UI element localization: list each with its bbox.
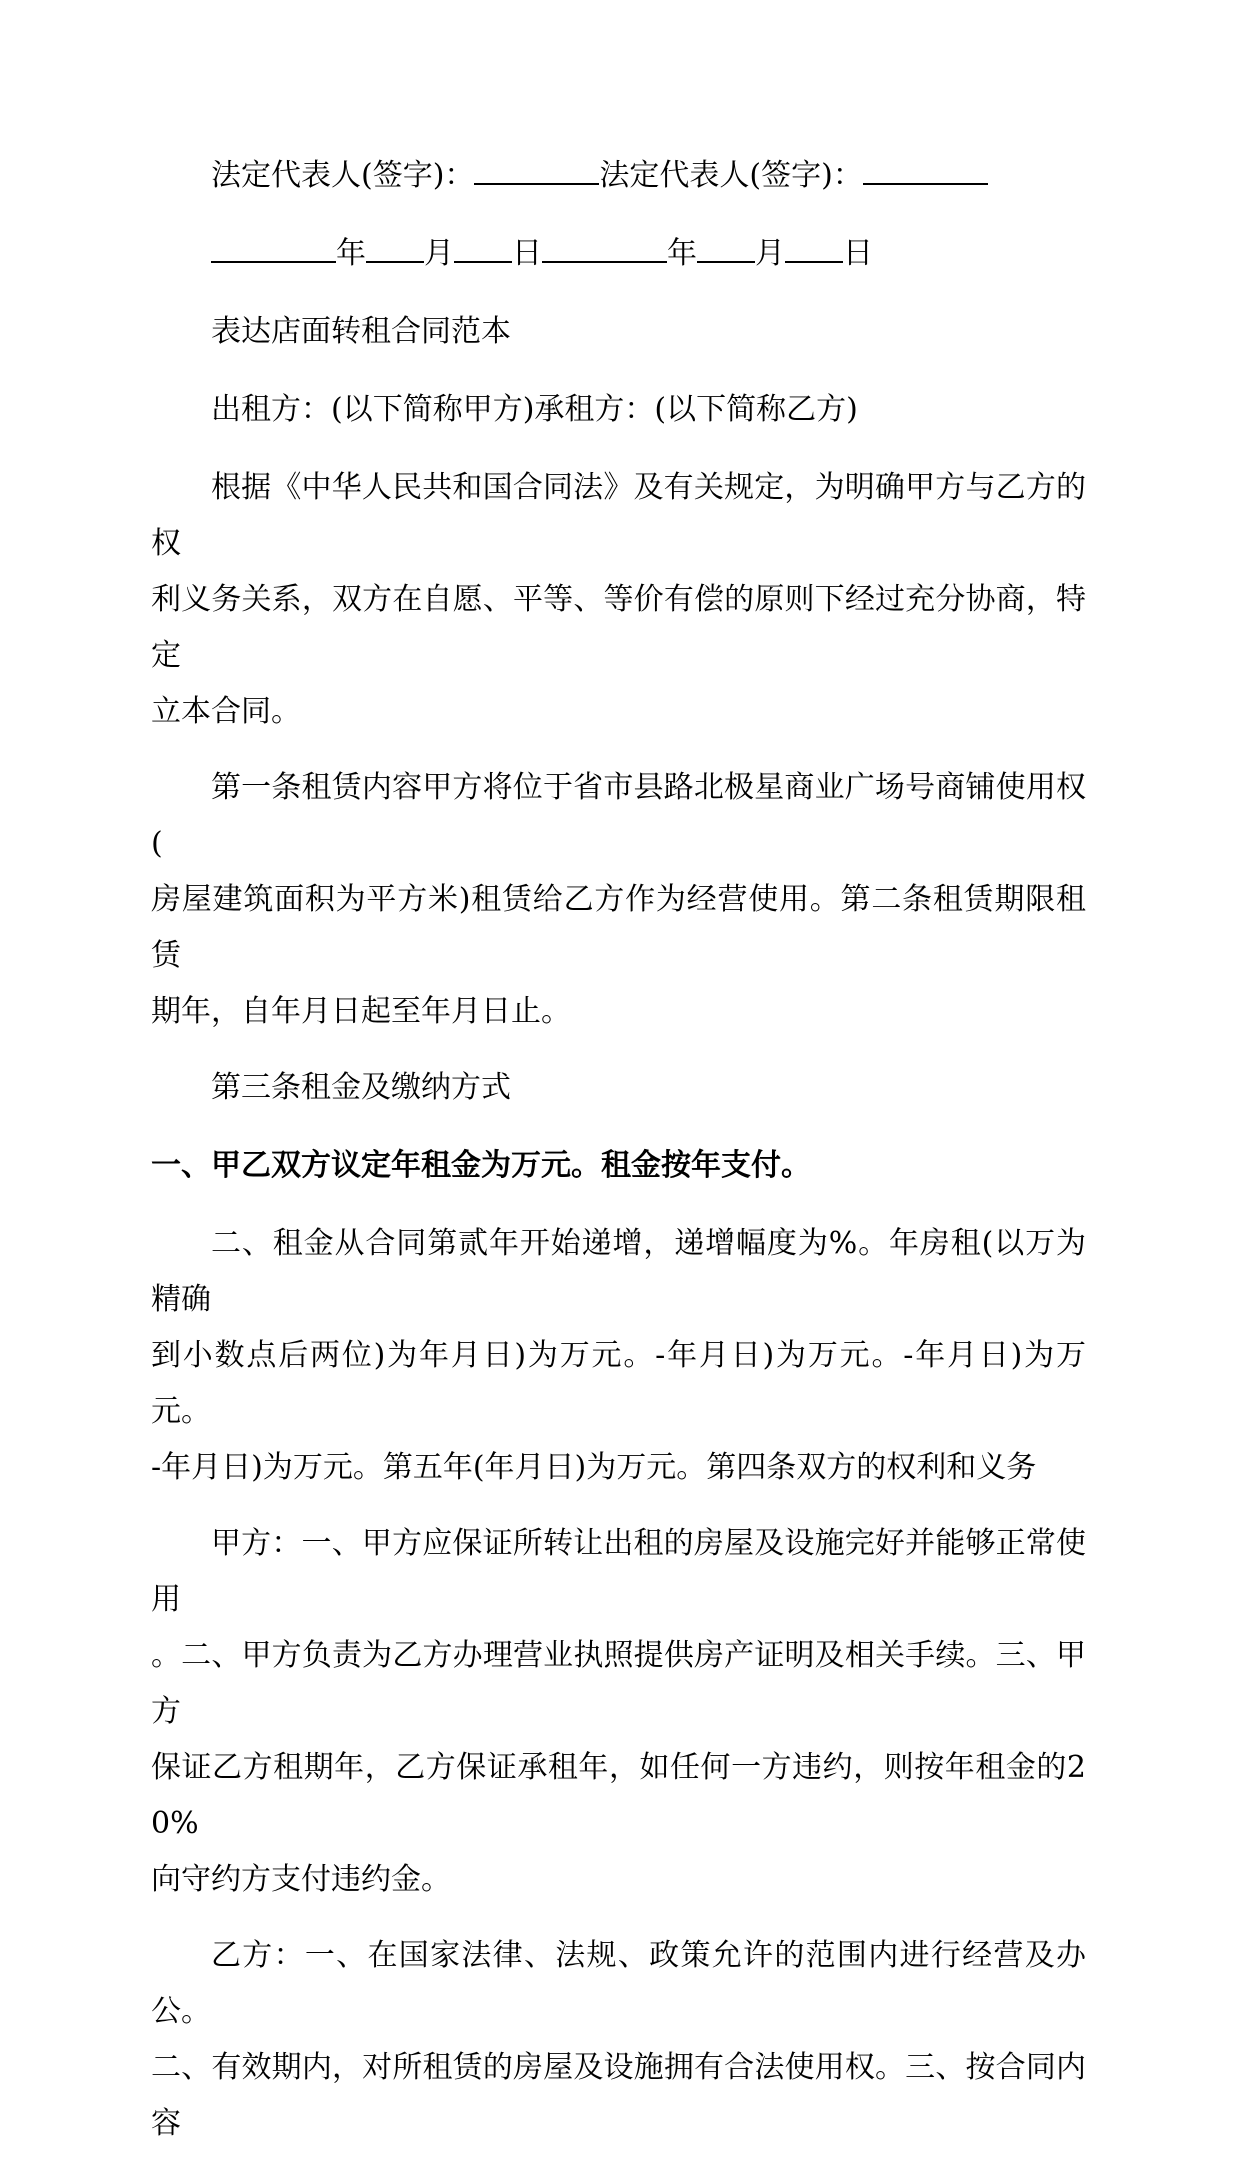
date-day-label-a: 日 (512, 236, 542, 271)
date-blank-year-a (211, 233, 336, 263)
date-day-label-b: 日 (843, 236, 873, 271)
document-title: 表达店面转租合同范本 (211, 314, 511, 349)
signature-label-b: 法定代表人(签字)： (599, 158, 863, 193)
date-blank-month-a (366, 233, 424, 263)
date-month-label-a: 月 (424, 236, 454, 271)
party-a-line-3: 保证乙方租期年，乙方保证承租年，如任何一方违约，则按年租金的20% (151, 1750, 1086, 1841)
signature-line (151, 148, 1086, 204)
preamble-line-3: 立本合同。 (151, 694, 301, 729)
date-blank-year-b (542, 233, 667, 263)
article3-item2-paragraph (151, 1216, 1086, 1496)
date-year-label-b: 年 (667, 236, 697, 271)
party-b-paragraph (151, 1928, 1086, 2152)
party-b-line-1: 乙方：一、在国家法律、法规、政策允许的范围内进行经营及办公。 (151, 1938, 1086, 2029)
article3-item2-line-1: 二、租金从合同第贰年开始递增，递增幅度为%。年房租(以万为精确 (151, 1226, 1086, 1317)
article3-title: 第三条租金及缴纳方式 (211, 1070, 511, 1105)
date-year-label-a: 年 (336, 236, 366, 271)
article1-paragraph (151, 760, 1086, 1040)
date-line (151, 226, 1086, 282)
signature-blank-a (474, 155, 599, 185)
party-a-line-1: 甲方：一、甲方应保证所转让出租的房屋及设施完好并能够正常使用 (151, 1526, 1086, 1617)
date-blank-day-a (454, 233, 512, 263)
party-b-line-2: 二、有效期内，对所租赁的房屋及设施拥有合法使用权。三、按合同内容 (151, 2050, 1086, 2141)
article1-line-3: 期年，自年月日起至年月日止。 (151, 994, 571, 1029)
date-month-label-b: 月 (755, 236, 785, 271)
signature-label-a: 法定代表人(签字)： (211, 158, 475, 193)
party-a-line-4: 向守约方支付违约金。 (151, 1862, 451, 1897)
date-blank-month-b (697, 233, 755, 263)
article3-item1: 一、甲乙双方议定年租金为万元。租金按年支付。 (151, 1148, 811, 1183)
preamble-paragraph (151, 460, 1086, 740)
article3-item2-line-2: 到小数点后两位)为年月日)为万元。-年月日)为万元。-年月日)为万元。 (151, 1338, 1086, 1429)
preamble-line-1: 根据《中华人民共和国合同法》及有关规定，为明确甲方与乙方的权 (151, 470, 1086, 561)
party-a-line-2: 。二、甲方负责为乙方办理营业执照提供房产证明及相关手续。三、甲方 (151, 1638, 1086, 1729)
article1-line-1: 第一条租赁内容甲方将位于省市县路北极星商业广场号商铺使用权( (151, 770, 1086, 861)
party-a-paragraph (151, 1516, 1086, 1908)
date-blank-day-b (785, 233, 843, 263)
article1-line-2: 房屋建筑面积为平方米)租赁给乙方作为经营使用。第二条租赁期限租赁 (151, 882, 1086, 973)
parties-line: 出租方：(以下简称甲方)承租方：(以下简称乙方) (211, 392, 858, 427)
document-page (151, 148, 1086, 2172)
article3-item2-line-3: -年月日)为万元。第五年(年月日)为万元。第四条双方的权利和义务 (151, 1450, 1037, 1485)
preamble-line-2: 利义务关系，双方在自愿、平等、等价有偿的原则下经过充分协商，特定 (151, 582, 1086, 673)
signature-blank-b (863, 155, 988, 185)
